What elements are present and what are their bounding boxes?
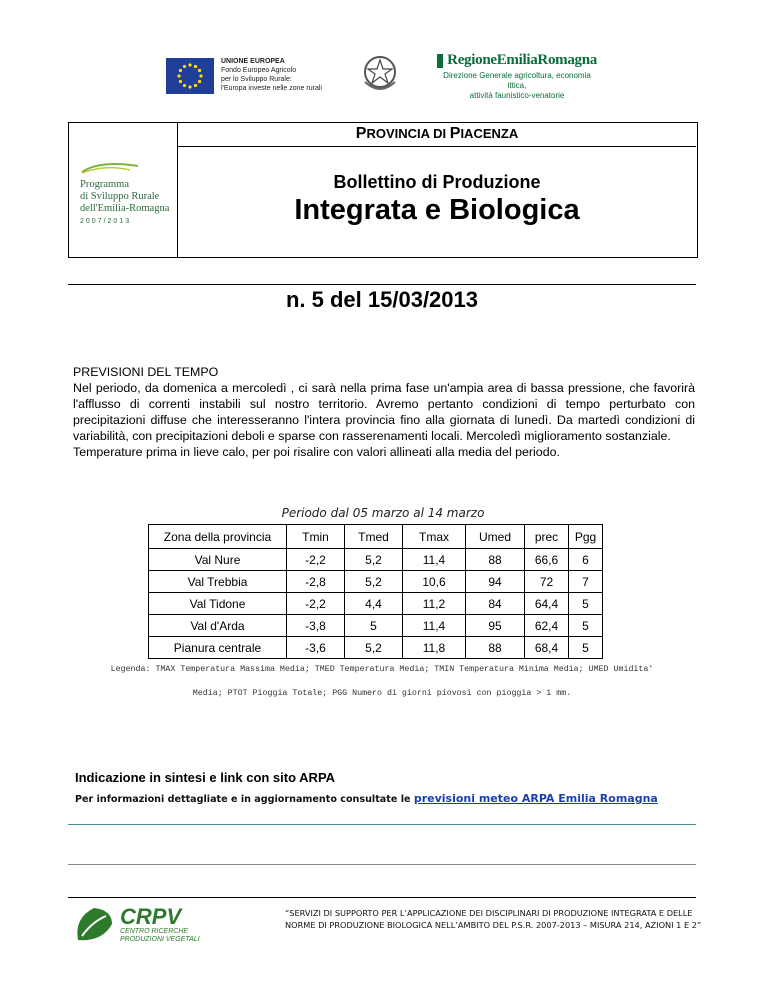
bulletin-subtitle: Integrata e Biologica [294, 194, 580, 226]
regione-dir-line2: attività faunistico-venatorie [469, 91, 565, 100]
crpv-sub2: PRODUZIONI VEGETALI [120, 936, 200, 943]
arpa-link[interactable]: previsioni meteo ARPA Emilia Romagna [413, 792, 658, 805]
table-cell: Val Trebbia [149, 571, 287, 593]
arpa-heading: Indicazione in sintesi e link con sito ARPA [75, 770, 336, 785]
divider [68, 824, 696, 825]
footer-text [285, 907, 705, 931]
table-cell: 7 [569, 571, 603, 593]
table-cell: 62,4 [525, 615, 569, 637]
table-header-row [149, 525, 603, 549]
table-header-cell: Umed [466, 525, 525, 549]
eu-line1: UNIONE EUROPEA [221, 58, 285, 65]
legend-line1: Legenda: TMAX Temperatura Massima Media; TMED Temperatura Media; TMIN Temperatura Minima Media; UMED Umidita' [110, 665, 654, 674]
table-row [149, 615, 603, 637]
table-cell: Val d'Arda [149, 615, 287, 637]
table-cell: 5 [569, 637, 603, 659]
forecast-temperatures: Temperature prima in lieve calo, per poi risalire con valori allineati alla media del periodo. [73, 445, 560, 459]
table-cell: -2,2 [287, 549, 345, 571]
psr-line1: Programma [80, 179, 129, 190]
table-cell: 5 [345, 615, 403, 637]
psr-line3: dell'Emilia-Romagna [80, 203, 170, 214]
table-header-cell: prec [525, 525, 569, 549]
table-cell: 66,6 [525, 549, 569, 571]
table-cell: 5,2 [345, 637, 403, 659]
forecast-text: Nel periodo, da domenica a mercoledì , ci sarà nella prima fase un'ampia area di bassa pressione, che favorirà l'afflusso di correnti instabili sul nostro territorio. Avremo pertanto condizioni di tempo perturbato con precipitazioni diffuse che interesseranno l'intera provincia fino alla giornata di lunedì. Da martedì condizioni di variabilità, con precipitazioni deboli e sparse con rasserenamenti locali. Mercoledì miglioramento sostanziale. [73, 381, 695, 443]
provincia-initial: P [355, 125, 367, 142]
eu-line3: per lo Sviluppo Rurale: [221, 76, 292, 83]
eu-stars-icon [166, 58, 214, 94]
table-row [149, 593, 603, 615]
divider [68, 897, 696, 898]
regione-emilia-romagna-logo [437, 52, 597, 101]
table-header-cell: Tmin [287, 525, 345, 549]
psr-line2: di Sviluppo Rurale [80, 191, 160, 202]
table-legend [68, 658, 696, 706]
table-cell: 5,2 [345, 571, 403, 593]
table-row [149, 571, 603, 593]
regione-dir-line1: Direzione Generale agricoltura, economia ittica, [443, 71, 591, 90]
arpa-text: Per informazioni dettagliate e in aggiornamento consultate le [75, 794, 414, 805]
table-cell: -3,6 [287, 637, 345, 659]
table-cell: 72 [525, 571, 569, 593]
table-cell: 64,4 [525, 593, 569, 615]
table-cell: 84 [466, 593, 525, 615]
table-cell: 10,6 [403, 571, 466, 593]
table-header-cell: Tmed [345, 525, 403, 549]
regione-name: RegioneEmiliaRomagna [447, 52, 597, 68]
issue-number: n. 5 del 15/03/2013 [285, 287, 479, 312]
psr-swirl-icon [80, 160, 140, 174]
table-period: Periodo dal 05 marzo al 14 marzo [281, 506, 485, 520]
arpa-info [75, 792, 675, 807]
table-cell: 5 [569, 593, 603, 615]
crpv-leaf-icon [72, 904, 118, 944]
psr-logo [80, 160, 170, 225]
bulletin-title: Bollettino di Produzione [333, 172, 541, 192]
footer-line2: NORME DI PRODUZIONE BIOLOGICA NELL’AMBITO DEL P.S.R. 2007-2013 – MISURA 214, AZIONI 1 E 2” [285, 920, 702, 930]
piacenza-word: IACENZA [460, 126, 519, 141]
table-cell: 5 [569, 615, 603, 637]
table-cell: 88 [466, 549, 525, 571]
eu-flag-logo [166, 58, 214, 94]
table-cell: -2,2 [287, 593, 345, 615]
psr-years: 2007/2013 [80, 218, 132, 225]
table-cell: 5,2 [345, 549, 403, 571]
footer-line1: “SERVIZI DI SUPPORTO PER L’APPLICAZIONE DEI DISCIPLINARI DI PRODUZIONE INTEGRATA E DELLE [285, 908, 693, 918]
table-cell: 88 [466, 637, 525, 659]
crpv-sub1: CENTRO RICERCHE [120, 928, 189, 935]
table-header-cell: Zona della provincia [149, 525, 287, 549]
crpv-subtitle [120, 928, 200, 944]
eu-caption [221, 57, 331, 93]
table-header-cell: Tmax [403, 525, 466, 549]
forecast-section [73, 364, 695, 460]
crpv-name: CRPV [120, 904, 182, 929]
divider [68, 864, 696, 865]
table-cell: 95 [466, 615, 525, 637]
table-cell: Val Nure [149, 549, 287, 571]
regione-direzione [437, 71, 597, 101]
table-cell: 94 [466, 571, 525, 593]
table-cell: 68,4 [525, 637, 569, 659]
piacenza-initial: P [449, 125, 461, 142]
provincia-word: ROVINCIA DI [366, 126, 450, 141]
table-cell: Pianura centrale [149, 637, 287, 659]
table-cell: 4,4 [345, 593, 403, 615]
table-cell: -2,8 [287, 571, 345, 593]
divider [68, 284, 696, 285]
table-cell: 11,8 [403, 637, 466, 659]
table-cell: 11,4 [403, 549, 466, 571]
eu-line4: l'Europa investe nelle zone rurali [221, 85, 322, 92]
forecast-heading: PREVISIONI DEL TEMPO [73, 365, 219, 379]
table-row [149, 549, 603, 571]
table-cell: 11,4 [403, 615, 466, 637]
table-cell: 11,2 [403, 593, 466, 615]
weather-table [148, 524, 603, 659]
provincia-title [178, 122, 696, 147]
legend-line2: Media; PTOT Pioggia Totale; PGG Numero di giorni piovosi con pioggia > 1 mm. [192, 689, 572, 698]
table-cell: -3,8 [287, 615, 345, 637]
regione-mark-icon [437, 54, 443, 68]
table-cell: Val Tidone [149, 593, 287, 615]
eu-line2: Fondo Europeo Agricolo [221, 67, 297, 74]
table-cell: 6 [569, 549, 603, 571]
table-row [149, 637, 603, 659]
table-header-cell: Pgg [569, 525, 603, 549]
italian-republic-emblem-icon [360, 52, 400, 96]
